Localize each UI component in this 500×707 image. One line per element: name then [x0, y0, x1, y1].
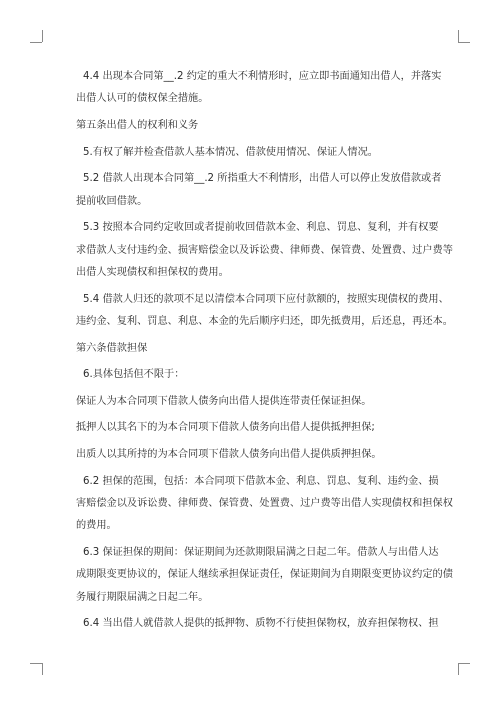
- paragraph-5-3: [76, 217, 453, 284]
- paragraph-mortgagor: [76, 417, 432, 439]
- text-line: 成期限变更协议的，保证人继续承担保证责任，保证期间为自期限变更协议约定的债: [76, 569, 453, 581]
- section-heading-article-5: [76, 115, 432, 137]
- text-line: 6.具体包括但不限于：: [83, 369, 185, 381]
- text-line: 6.2 担保的范围，包括：本合同项下借款本金、利息、罚息、复利、违约金、损: [83, 475, 439, 487]
- paragraph-6-2: [76, 471, 453, 538]
- paragraph-5-2: [76, 168, 442, 213]
- text-line: 5.4 借款人归还的款项不足以清偿本合同项下应付款额的，按照实现债权的费用、: [83, 293, 449, 305]
- text-line: 出借人实现债权和担保权的费用。: [76, 267, 229, 278]
- section-heading-article-6: [76, 338, 432, 360]
- text-line: 务履行期限届满之日起二年。: [76, 591, 209, 603]
- text-line: 5.有权了解并检查借款人基本情况、借款使用情况、保证人情况。: [83, 146, 378, 158]
- text-line: 6.3 保证担保的期间：保证期间为还款期限届满之日起二年。借款人与出借人达: [83, 546, 439, 558]
- text-line: 4.4 出现本合同第__.2 约定的重大不利情形时，应立即书面通知出借人，并落实: [83, 71, 442, 82]
- paragraph-guarantor: [76, 391, 432, 413]
- paragraph-pledgor: [76, 444, 432, 466]
- text-line: 害赔偿金以及诉讼费、律师费、保管费、处置费、过户费等出借人实现债权和担保权: [76, 497, 453, 509]
- paragraph-5-1: [76, 142, 432, 164]
- document-body: [76, 66, 453, 640]
- text-line: 5.2 借款人出现本合同第__.2 所指重大不利情形，出借人可以停止发放借款或者: [83, 173, 442, 185]
- text-line: 抵押人以其名下的为本合同项下借款人债务向出借人提供抵押担保;: [76, 422, 375, 434]
- text-line: 出质人以其所持的为本合同项下借款人债务向出借人提供质押担保。: [76, 448, 382, 460]
- text-line: 求借款人支付违约金、损害赔偿金以及诉讼费、律师费、保管费、处置费、过户费等: [76, 244, 453, 256]
- paragraph-5-4: [76, 289, 453, 334]
- text-line: 第六条借款担保: [76, 342, 148, 354]
- text-line: 违约金、复利、罚息、利息、本金的先后顺序归还，即先抵费用，后还息，再还本。: [76, 316, 453, 327]
- text-line: 保证人为本合同项下借款人债务向出借人提供连带责任保证担保。: [76, 395, 372, 407]
- paragraph-6-4: [76, 613, 439, 635]
- text-line: 5.3 按照本合同约定收回或者提前收回借款本金、利息、罚息、复利，并有权要: [83, 222, 439, 234]
- text-line: 6.4 当出借人就借款人提供的抵押物、质物不行使担保物权，放弃担保物权、担: [83, 618, 439, 630]
- paragraph-4-4: [76, 66, 442, 111]
- text-line: 出借人认可的债权保全措施。: [76, 93, 209, 105]
- text-line: 的费用。: [76, 520, 117, 532]
- paragraph-6-3: [76, 542, 453, 609]
- text-line: 提前收回借款。: [76, 195, 148, 207]
- paragraph-6-1: [76, 364, 432, 386]
- text-line: 第五条出借人的权利和义务: [76, 120, 199, 131]
